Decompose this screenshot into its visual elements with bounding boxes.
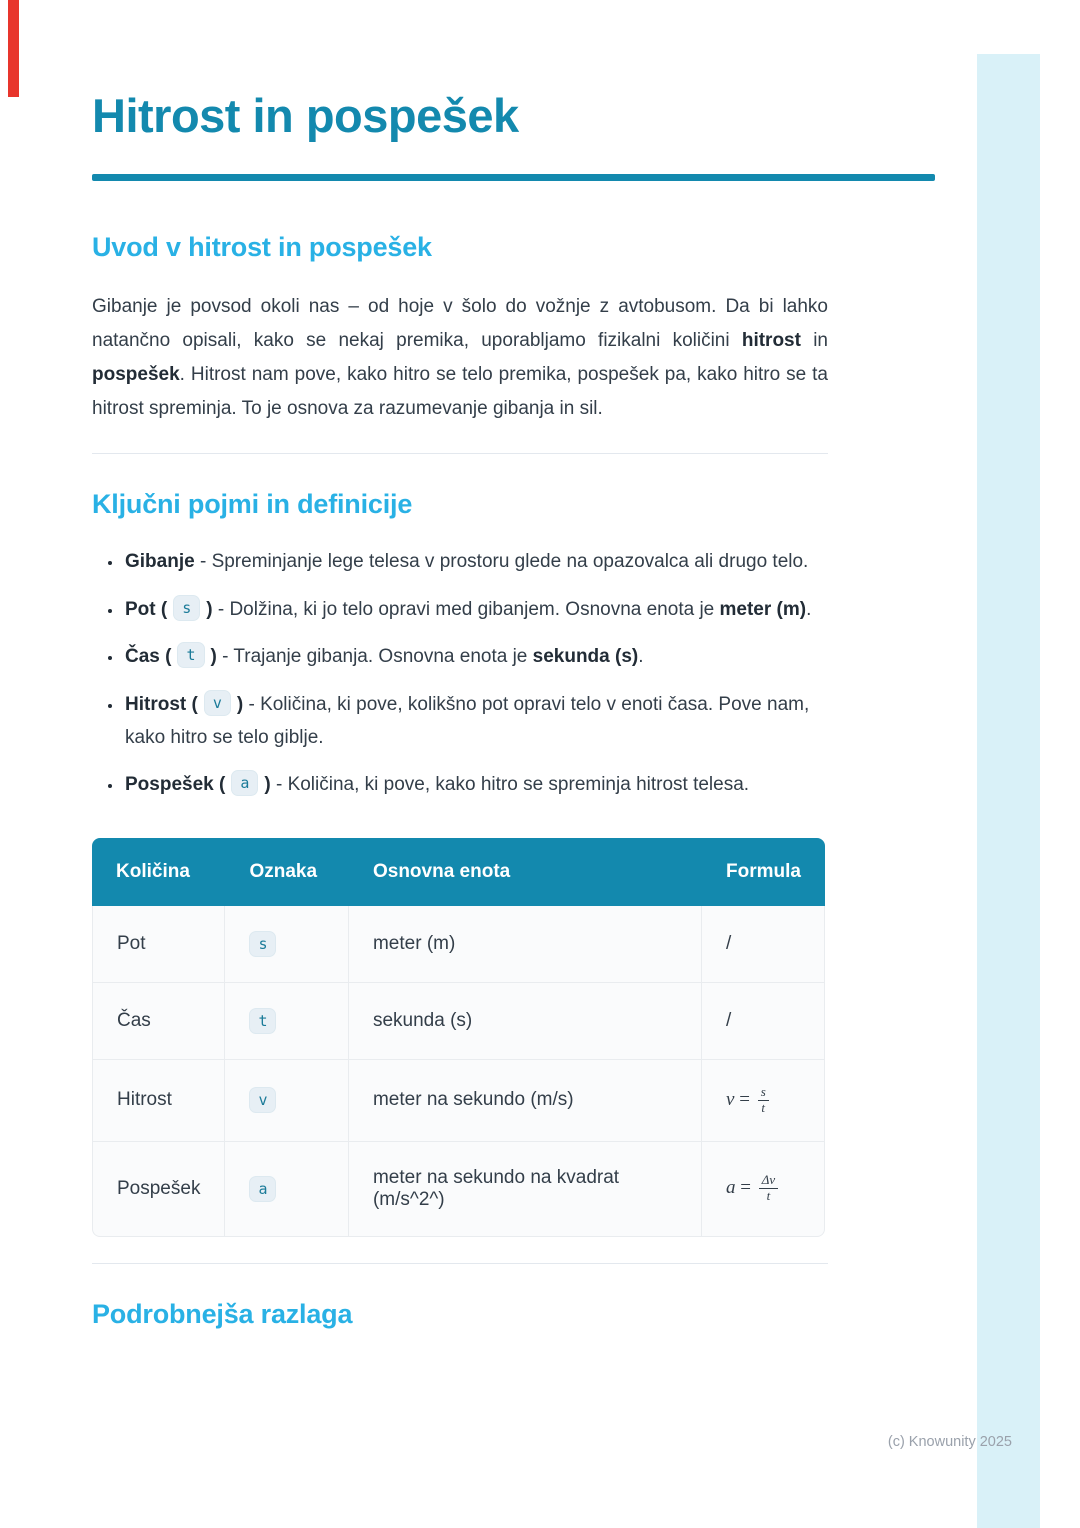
table-header-cell: Oznaka (225, 838, 349, 906)
title-underline (92, 174, 935, 181)
right-accent-stripe (977, 54, 1040, 1528)
cell-formula: a = $\frac{\Delta v}{t}$ (702, 1142, 825, 1237)
symbol-chip: t (177, 642, 204, 668)
cell-quantity: Pot (92, 906, 225, 983)
symbol-chip: s (249, 931, 276, 957)
concept-list (92, 546, 828, 802)
cell-symbol (225, 906, 349, 983)
list-item: • Gibanje - Spreminjanje lege telesa v prostoru glede na opazovalca ali drugo telo. (123, 546, 828, 579)
list-item: • Pospešek ( a ) - Količina, ki pove, kako hitro se spreminja hitrost telesa. (123, 769, 828, 802)
cell-formula: / (702, 983, 825, 1060)
symbol-chip: a (249, 1176, 276, 1202)
cell-symbol (225, 1142, 349, 1237)
section-divider-1 (92, 453, 828, 454)
table-header-row (92, 838, 825, 906)
list-item: • Pot ( s ) - Dolžina, ki jo telo opravi med gibanjem. Osnovna enota je meter (m). (123, 594, 828, 627)
units-table (92, 838, 825, 1237)
table-row (92, 1060, 825, 1142)
section-divider-2 (92, 1263, 828, 1264)
page-title: Hitrost in pospešek (92, 89, 519, 142)
symbol-chip: s (173, 595, 200, 621)
cell-quantity: Pospešek (92, 1142, 225, 1237)
table-row (92, 983, 825, 1060)
section-heading-detail: Podrobnejša razlaga (92, 1298, 353, 1329)
symbol-chip: t (249, 1008, 276, 1034)
table-row (92, 1142, 825, 1237)
table-header-cell: Količina (92, 838, 225, 906)
list-item: • Hitrost ( v ) - Količina, ki pove, kolikšno pot opravi telo v enoti časa. Pove nam, kako hitro se telo giblje. (123, 689, 828, 754)
symbol-chip: a (231, 770, 258, 796)
cell-unit: meter (m) (349, 906, 702, 983)
section-heading-intro: Uvod v hitrost in pospešek (92, 232, 432, 263)
cell-unit: sekunda (s) (349, 983, 702, 1060)
cell-unit: meter na sekundo na kvadrat (m/s^2^) (349, 1142, 702, 1237)
red-ribbon (8, 0, 19, 97)
table-row (92, 906, 825, 983)
symbol-chip: v (249, 1087, 276, 1113)
copyright-text: (c) Knowunity 2025 (887, 1434, 1012, 1450)
cell-formula: / (702, 906, 825, 983)
cell-symbol (225, 983, 349, 1060)
table-header-cell: Formula (702, 838, 825, 906)
cell-formula: v = $\frac{s}{t}$ (702, 1060, 825, 1142)
page-content (92, 0, 935, 1330)
table-header-cell: Osnovna enota (349, 838, 702, 906)
cell-unit: meter na sekundo (m/s) (349, 1060, 702, 1142)
symbol-chip: v (204, 690, 231, 716)
intro-paragraph: Gibanje je povsod okoli nas – od hoje v šolo do vožnje z avtobusom. Da bi lahko natančno opisali, kako se nekaj premika, uporabljamo fizikalni količini hitrost in pospešek. Hitrost nam pove, kako hitro se telo premika, pospešek pa, kako hitro se ta hitrost spreminja. To je osnova za razumevanje gibanja in sil. (92, 295, 828, 420)
list-item: • Čas ( t ) - Trajanje gibanja. Osnovna enota je sekunda (s). (123, 641, 828, 674)
cell-quantity: Čas (92, 983, 225, 1060)
cell-symbol (225, 1060, 349, 1142)
section-heading-concepts: Ključni pojmi in definicije (92, 488, 413, 519)
cell-quantity: Hitrost (92, 1060, 225, 1142)
